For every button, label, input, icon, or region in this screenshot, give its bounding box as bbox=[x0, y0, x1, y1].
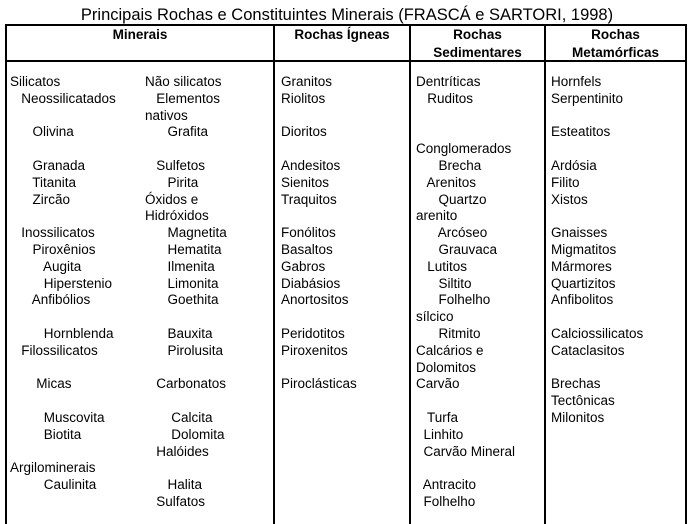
list-item bbox=[10, 208, 116, 225]
list-item: Gnaisses bbox=[551, 225, 608, 241]
list-item bbox=[145, 141, 227, 158]
list-item: Grauvaca bbox=[416, 241, 498, 257]
header-metamorficas-line2: Metamórficas bbox=[571, 45, 660, 60]
list-item: Sienitos bbox=[281, 174, 330, 190]
column-divider-igneas bbox=[409, 24, 411, 524]
list-item: Quartizitos bbox=[551, 275, 616, 291]
list-item bbox=[10, 141, 116, 158]
list-item: Xistos bbox=[551, 191, 588, 207]
list-item: Peridotitos bbox=[281, 325, 345, 341]
list-item: Piroxenitos bbox=[281, 342, 348, 358]
list-item: Hornblenda bbox=[10, 325, 114, 341]
list-item bbox=[551, 208, 643, 225]
column-rochas-igneas bbox=[281, 74, 357, 393]
list-item: Andesitos bbox=[281, 157, 341, 173]
list-item: Olivina bbox=[10, 124, 74, 140]
list-item bbox=[10, 393, 116, 410]
list-item bbox=[145, 360, 227, 377]
list-item bbox=[416, 393, 515, 410]
list-item: Ardósia bbox=[551, 157, 597, 173]
list-item: Mármores bbox=[551, 258, 612, 274]
list-item bbox=[416, 460, 515, 477]
list-item: Inossilicatos bbox=[10, 225, 95, 241]
list-item: Riolitos bbox=[281, 90, 326, 106]
list-item: Ilmenita bbox=[145, 258, 215, 274]
list-item: Quartzo bbox=[416, 191, 487, 207]
list-item: Sulfetos bbox=[145, 157, 206, 173]
list-item bbox=[10, 360, 116, 377]
list-item: Linhito bbox=[416, 426, 464, 442]
column-divider-minerais bbox=[273, 24, 275, 524]
list-item: Traquitos bbox=[281, 191, 337, 207]
list-item: sílcico bbox=[416, 309, 454, 325]
list-item bbox=[145, 460, 227, 477]
list-item bbox=[10, 108, 116, 125]
list-item: Arenitos bbox=[416, 174, 477, 190]
list-item bbox=[281, 108, 357, 125]
list-item: Dolomita bbox=[145, 426, 225, 442]
list-item: Granitos bbox=[281, 74, 333, 89]
list-item: Zircão bbox=[10, 191, 71, 207]
list-item: Elementos bbox=[145, 90, 221, 106]
list-item: Caulinita bbox=[10, 477, 97, 493]
list-item: Limonita bbox=[145, 275, 219, 291]
list-item: Siltito bbox=[416, 275, 472, 291]
list-item: Folhelho bbox=[416, 493, 476, 509]
list-item: Folhelho bbox=[416, 292, 491, 308]
list-item: Piroclásticas bbox=[281, 376, 357, 392]
list-item: Filito bbox=[551, 174, 580, 190]
list-item: Grafita bbox=[145, 124, 209, 140]
list-item: Halita bbox=[145, 477, 203, 493]
list-item: Halóides bbox=[145, 443, 209, 459]
list-item bbox=[416, 124, 515, 141]
list-item: Brechas bbox=[551, 376, 601, 392]
list-item: Granada bbox=[10, 157, 86, 173]
list-item: Argilominerais bbox=[10, 460, 96, 476]
list-item: Dentríticas bbox=[416, 74, 481, 89]
list-item: Augita bbox=[10, 258, 82, 274]
list-item: Milonitos bbox=[551, 409, 605, 425]
list-item: Carbonatos bbox=[145, 376, 227, 392]
list-item: Titanita bbox=[10, 174, 77, 190]
list-item: Ruditos bbox=[416, 90, 474, 106]
list-item: Hornfels bbox=[551, 74, 602, 89]
list-item: Calcita bbox=[145, 409, 213, 425]
list-item: Pirolusita bbox=[145, 342, 224, 358]
list-item: Serpentinito bbox=[551, 90, 624, 106]
list-item: Neossilicatados bbox=[10, 90, 116, 106]
list-item: Cataclasitos bbox=[551, 342, 625, 358]
list-item: Fonólitos bbox=[281, 225, 336, 241]
header-sedimentares-line1: Rochas bbox=[453, 27, 502, 42]
list-item: Diabásios bbox=[281, 275, 341, 291]
list-item bbox=[551, 141, 643, 158]
list-item bbox=[10, 444, 116, 461]
list-item: Piroxênios bbox=[10, 241, 96, 257]
list-item: Bauxita bbox=[145, 325, 213, 341]
list-item bbox=[551, 360, 643, 377]
list-item bbox=[551, 309, 643, 326]
list-item bbox=[281, 309, 357, 326]
header-sedimentares-line2: Sedimentares bbox=[433, 45, 522, 60]
list-item bbox=[416, 108, 515, 125]
column-rochas-metamorficas bbox=[551, 74, 643, 427]
list-item bbox=[145, 393, 227, 410]
column-rochas-sedimentares bbox=[416, 74, 515, 511]
header-minerais: Minerais bbox=[112, 27, 168, 42]
column-nao-silicatos bbox=[145, 74, 227, 511]
header-metamorficas-line1: Rochas bbox=[591, 27, 640, 42]
list-item: Magnetita bbox=[145, 225, 227, 241]
list-item: Dolomitos bbox=[416, 359, 477, 375]
header-rochas-metamorficas bbox=[546, 26, 685, 62]
list-item: Óxidos e bbox=[145, 191, 199, 207]
list-item bbox=[281, 141, 357, 158]
list-item: Silicatos bbox=[10, 74, 61, 89]
header-rochas-sedimentares bbox=[411, 26, 544, 62]
list-item: Gabros bbox=[281, 258, 326, 274]
list-item: Carvão bbox=[416, 376, 460, 392]
list-item: Anfibolitos bbox=[551, 292, 614, 308]
header-rochas-igneas: Rochas Ígneas bbox=[294, 27, 390, 42]
list-item: Pirita bbox=[145, 174, 199, 190]
list-item: Não silicatos bbox=[145, 74, 222, 89]
list-item: Calcários e bbox=[416, 342, 484, 358]
list-item bbox=[281, 360, 357, 377]
column-divider-sedimentares bbox=[544, 24, 546, 524]
list-item: Hidróxidos bbox=[145, 208, 209, 224]
list-item: Goethita bbox=[145, 292, 219, 308]
list-item: Turfa bbox=[416, 409, 459, 425]
list-item: Ritmito bbox=[416, 325, 481, 341]
list-item: Tectônicas bbox=[551, 393, 615, 409]
list-item bbox=[551, 108, 643, 125]
list-item: Biotita bbox=[10, 426, 82, 442]
list-item: Anortositos bbox=[281, 292, 349, 308]
list-item: Sulfatos bbox=[145, 493, 206, 509]
list-item: Filossilicatos bbox=[10, 342, 98, 358]
list-item: nativos bbox=[145, 107, 188, 123]
list-item bbox=[10, 309, 116, 326]
list-item: Brecha bbox=[416, 157, 482, 173]
list-item bbox=[145, 309, 227, 326]
list-item: Muscovita bbox=[10, 409, 105, 425]
list-item bbox=[281, 208, 357, 225]
list-item: Calciossilicatos bbox=[551, 325, 644, 341]
list-item: Conglomerados bbox=[416, 141, 512, 157]
list-item: Lutitos bbox=[416, 258, 468, 274]
list-item: Carvão Mineral bbox=[416, 443, 516, 459]
list-item: Anfibólios bbox=[10, 292, 91, 308]
list-item: Esteatitos bbox=[551, 124, 611, 140]
list-item: Hiperstenio bbox=[10, 275, 113, 291]
list-item: Dioritos bbox=[281, 124, 327, 140]
list-item: Basaltos bbox=[281, 241, 333, 257]
list-item: Antracito bbox=[416, 477, 477, 493]
list-item: Micas bbox=[10, 376, 72, 392]
list-item: arenito bbox=[416, 208, 458, 224]
list-item: Hematita bbox=[145, 241, 222, 257]
list-item: Arcóseo bbox=[416, 225, 488, 241]
table-title: Principais Rochas e Constituintes Minerais (FRASCÁ e SARTORI, 1998) bbox=[80, 6, 614, 24]
list-item: Migmatitos bbox=[551, 241, 617, 257]
column-silicatos bbox=[10, 74, 116, 494]
